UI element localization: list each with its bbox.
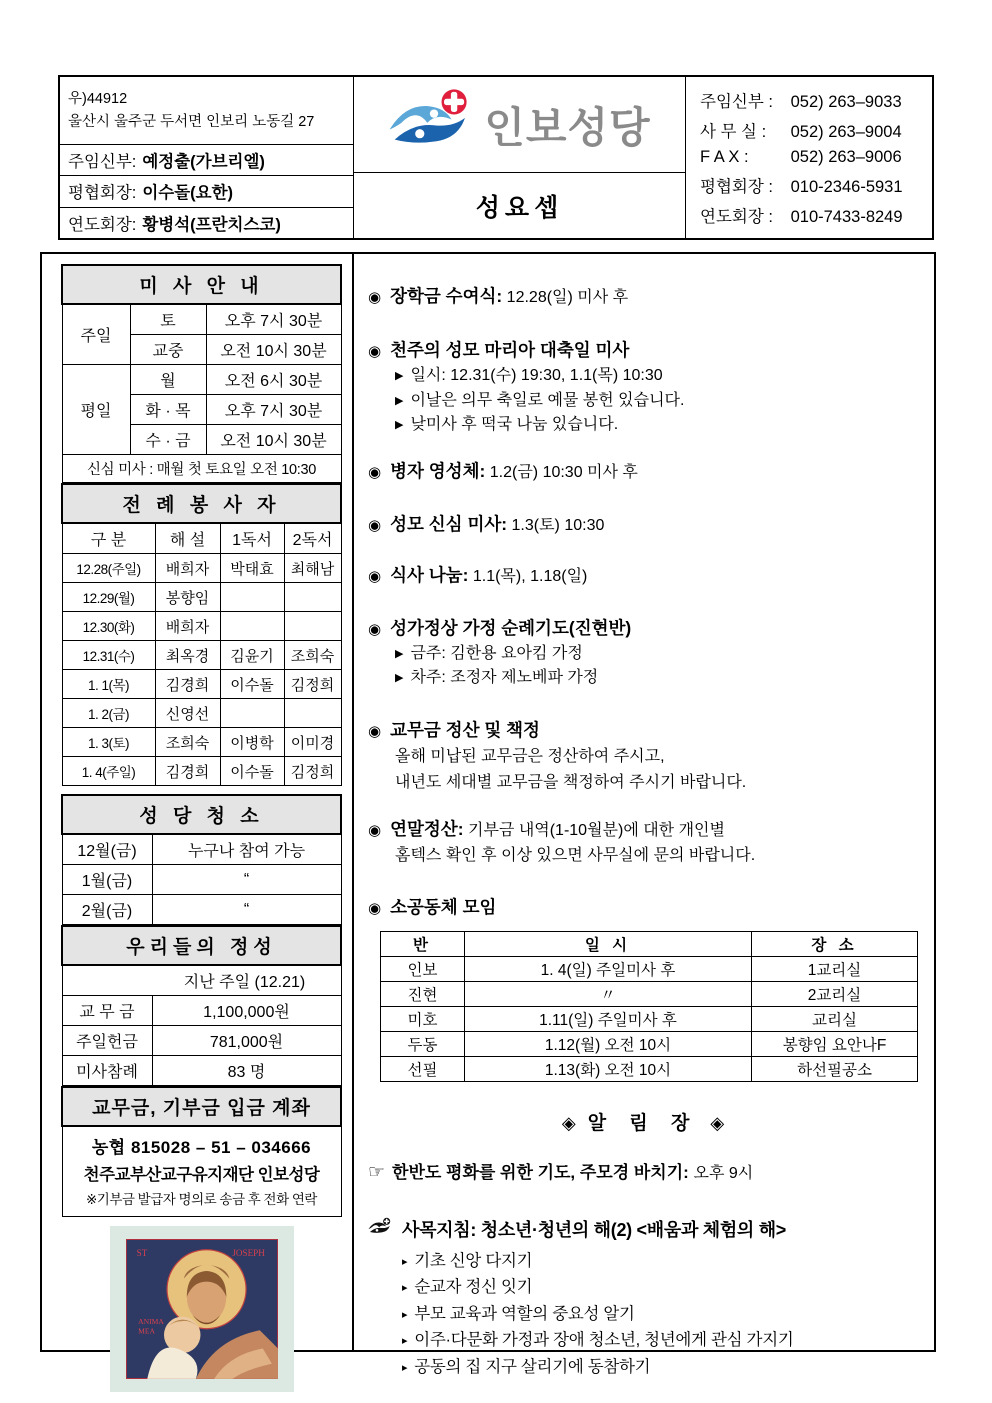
header-contacts-column: [686, 77, 932, 238]
minister-cell: [284, 612, 341, 641]
table-row: [62, 699, 341, 728]
diocese-logo-icon: [368, 1216, 394, 1243]
column-header: 해 설: [155, 523, 220, 554]
small-arrow-bullet-icon: ▸: [402, 1255, 408, 1268]
mass-time-cell: 오전 10시 30분: [206, 335, 341, 365]
header-title-column: [354, 77, 686, 238]
announcement-holy-family-pilgrimage: ◉ 성가정상 가정 순례기도(진현반) ▶ 금주: 김한용 요아킴 가정 ▶ 차주: 조정자 제노베파 가정: [368, 616, 918, 691]
minister-cell: 최옥경: [155, 641, 220, 670]
donation-account-table: [61, 1086, 342, 1217]
mass-group-cell: 주일: [62, 304, 130, 365]
contact-line: [700, 203, 926, 227]
minister-cell: 배희자: [155, 612, 220, 641]
church-cleaning-table: [61, 794, 342, 925]
group-time-cell: 1.11(일) 주일미사 후: [465, 1006, 752, 1031]
table-row: [381, 1006, 918, 1031]
minister-cell: 김경희: [155, 757, 220, 786]
offering-attendance-cell: 83 명: [152, 1056, 341, 1086]
contact-label: 연도회장 :: [700, 208, 773, 226]
table-row: [62, 895, 341, 925]
minister-cell: 조희숙: [284, 641, 341, 670]
section-bullet-icon: ◉: [368, 463, 382, 481]
contact-value: 052) 263–9006: [790, 148, 902, 166]
column-header: 2독서: [284, 523, 341, 554]
table-row: [62, 1126, 341, 1217]
bulletin-body: [40, 252, 936, 1376]
offering-label-cell: 미사참례: [62, 1056, 152, 1086]
announcement-scholarship: ◉ 장학금 수여식: 12.28(일) 미사 후: [368, 286, 629, 306]
date-cell: 1. 3(토): [62, 728, 155, 757]
minister-cell: 신영선: [155, 699, 220, 728]
date-cell: 1. 1(목): [62, 670, 155, 699]
table-row: [62, 365, 341, 395]
section-bullet-icon: ◉: [368, 516, 382, 534]
contact-line: [700, 148, 926, 167]
svg-text:JOSEPH: JOSEPH: [231, 1247, 265, 1258]
offerings-table: [61, 925, 342, 1086]
offerings-title: 우리들의 정성: [62, 926, 341, 965]
diamond-icon: ◈: [710, 1112, 725, 1133]
offering-amount-cell: 781,000원: [152, 1026, 341, 1056]
section-bullet-icon: ◉: [368, 722, 382, 740]
mass-schedule-title: 미 사 안 내: [62, 265, 341, 304]
table-row: [62, 583, 341, 612]
mass-day-cell: 월: [130, 365, 206, 395]
group-name-cell: 인보: [381, 956, 465, 981]
table-row: [62, 757, 341, 786]
offerings-period: 지난 주일 (12.21): [62, 965, 341, 996]
column-header: 일 시: [465, 931, 752, 956]
minister-cell: 이수돌: [220, 757, 284, 786]
group-name-cell: 두동: [381, 1031, 465, 1056]
yondo-president-label: 연도회장:: [68, 215, 137, 234]
pointing-hand-icon: ☞: [368, 1161, 386, 1183]
mass-time-cell: 오후 7시 30분: [206, 395, 341, 425]
section-bullet-icon: ◉: [368, 289, 382, 306]
offering-amount-cell: 1,100,000원: [152, 996, 341, 1026]
group-name-cell: 미호: [381, 1006, 465, 1031]
donation-account-title: 교무금, 기부금 입금 계좌: [62, 1087, 341, 1126]
sub-item: ▶ 낮미사 후 떡국 나눔 있습니다.: [395, 416, 619, 433]
date-cell: 1. 4(주일): [62, 757, 155, 786]
list-item: ▸ 부모 교육과 역할의 중요성 알기: [402, 1304, 635, 1323]
council-president-label: 평협회장:: [68, 184, 137, 203]
arrow-bullet-icon: ▶: [395, 394, 404, 407]
group-place-cell: 교리실: [752, 1006, 918, 1031]
table-row: [381, 956, 918, 981]
contact-label: 평협회장 :: [700, 178, 773, 196]
arrow-bullet-icon: ▶: [395, 370, 404, 382]
table-row: [381, 1031, 918, 1056]
offering-label-cell: 주일헌금: [62, 1026, 152, 1056]
bulletin-header: [58, 75, 934, 240]
church-name: 인보성당: [484, 103, 651, 151]
bank-account-number: 농협 815028 – 51 – 034666: [91, 1138, 312, 1157]
announcement-marian-mass: ◉ 성모 신심 미사: 1.3(토) 10:30: [368, 513, 605, 534]
liturgical-ministers-title: 전 례 봉 사 자: [62, 484, 341, 523]
minister-cell: 이미경: [284, 728, 341, 757]
table-row: [62, 612, 341, 641]
group-name-cell: 진현: [381, 981, 465, 1006]
council-president-row: [60, 176, 353, 207]
month-cell: 1월(금): [62, 865, 152, 895]
section-bullet-icon: ◉: [368, 821, 382, 839]
body-line: 내년도 세대별 교무금을 책정하여 주시기 바랍니다.: [395, 773, 747, 791]
date-cell: 12.28(주일): [62, 554, 155, 583]
section-bullet-icon: ◉: [368, 899, 382, 917]
table-row: [62, 996, 341, 1026]
sub-item: ▶ 차주: 조정자 제노베파 가정: [395, 669, 599, 686]
list-item: ▸ 순교자 정신 잇기: [402, 1278, 533, 1296]
table-row: [62, 965, 341, 996]
list-item: ▸ 이주·다문화 가정과 장애 청소년, 청년에게 관심 가지기: [402, 1331, 794, 1349]
small-arrow-bullet-icon: ▸: [402, 1361, 408, 1374]
pastor-name: 예정출(가브리엘): [142, 153, 265, 172]
notice-board-title: ◈ 알 림 장 ◈: [561, 1112, 725, 1134]
column-header: 1독서: [220, 523, 284, 554]
minister-cell: 김윤기: [220, 641, 284, 670]
svg-text:MEA: MEA: [137, 1326, 155, 1336]
header-address-column: [60, 77, 354, 238]
pastor-row: [60, 145, 353, 176]
pastoral-guideline-list: [368, 1249, 918, 1382]
table-header-row: [62, 523, 341, 554]
column-header: 구 분: [62, 523, 155, 554]
left-column: [42, 254, 354, 1350]
column-header: 장 소: [752, 931, 918, 956]
body-line: 올해 미납된 교무금은 정산하여 주시고,: [395, 747, 665, 765]
list-item: ▸ 공동의 집 지구 살리기에 동참하기: [402, 1357, 651, 1376]
mass-day-cell: 화 · 목: [130, 395, 206, 425]
date-cell: 12.29(월): [62, 583, 155, 612]
announcement-meal-sharing: ◉ 식사 나눔: 1.1(목), 1.18(일): [368, 564, 588, 585]
church-cleaning-title: 성 당 청 소: [62, 795, 341, 834]
cleaner-cell: “: [152, 895, 341, 925]
account-holder: 천주교부산교구유지재단 인보성당: [83, 1166, 320, 1184]
group-place-cell: 2교리실: [752, 981, 918, 1006]
diamond-icon: ◈: [561, 1112, 576, 1133]
table-row: [62, 670, 341, 699]
mass-schedule-table: [61, 264, 342, 483]
section-bullet-icon: ◉: [368, 620, 382, 638]
table-row: [62, 1026, 341, 1056]
column-header: 반: [381, 931, 465, 956]
arrow-bullet-icon: ▶: [395, 419, 404, 431]
table-row: [62, 1056, 341, 1086]
table-row: [381, 1056, 918, 1081]
announcement-mary-feast: ◉ 천주의 성모 마리아 대축일 미사 ▶ 일시: 12.31(수) 19:30, 1.1(목) 10:30 ▶ 이날은 의무 축일로 예물 봉헌 있습니다. ▶ 낮미사 후 떡국 나눔 있습니다.: [368, 338, 918, 438]
small-groups-table: [380, 931, 918, 1082]
contact-value: 010-2346-5931: [790, 178, 903, 196]
group-place-cell: 봉향임 요안나F: [752, 1031, 918, 1056]
group-time-cell: 〃: [465, 981, 752, 1006]
small-arrow-bullet-icon: ▸: [402, 1335, 408, 1347]
address-block: [60, 77, 353, 145]
donation-note: ※기부금 발급자 명의로 송금 후 전화 연락: [86, 1192, 317, 1207]
contact-label: F A X :: [700, 148, 749, 166]
table-row: [62, 641, 341, 670]
offering-label-cell: 교 무 금: [62, 996, 152, 1026]
church-wave-cross-logo-icon: [388, 85, 480, 164]
arrow-bullet-icon: ▶: [395, 672, 404, 684]
account-details: [62, 1126, 341, 1217]
date-cell: 12.30(화): [62, 612, 155, 641]
contact-label: 사 무 실 :: [700, 123, 767, 141]
contact-line: [700, 88, 926, 112]
minister-cell: 김정희: [284, 670, 341, 699]
contact-line: [700, 173, 926, 197]
table-header-row: [381, 931, 918, 956]
mass-time-cell: 오후 7시 30분: [206, 304, 341, 335]
pastoral-guideline-heading: 사목지침: 청소년·청년의 해(2) <배움과 체험의 해>: [368, 1216, 918, 1243]
contact-value: 010-7433-8249: [790, 208, 903, 226]
group-name-cell: 선필: [381, 1056, 465, 1081]
date-cell: 12.31(수): [62, 641, 155, 670]
sub-item: ▶ 이날은 의무 축일로 예물 봉헌 있습니다.: [395, 391, 685, 409]
minister-cell: 조희숙: [155, 728, 220, 757]
street-address: 울산시 울주군 두서면 인보리 노동길 27: [68, 113, 315, 130]
minister-cell: 박태효: [220, 554, 284, 583]
contact-value: 052) 263–9033: [790, 93, 902, 111]
mass-day-cell: 교중: [130, 335, 206, 365]
body-line: 홈텍스 확인 후 이상 있으면 사무실에 문의 바랍니다.: [395, 846, 756, 864]
table-row: [62, 554, 341, 583]
mass-time-cell: 오전 6시 30분: [206, 365, 341, 395]
minister-cell: 봉향임: [155, 583, 220, 612]
minister-cell: [284, 699, 341, 728]
devotion-mass-note: 신심 미사 : 매월 첫 토요일 오전 10:30: [62, 455, 341, 483]
minister-cell: [220, 583, 284, 612]
sub-item: ▶ 금주: 김한용 요아킴 가정: [395, 644, 583, 662]
mass-day-cell: 토: [130, 304, 206, 335]
yondo-president-name: 황병석(프란치스코): [142, 215, 281, 234]
small-arrow-bullet-icon: ▸: [402, 1282, 408, 1294]
cleaner-cell: 누구나 참여 가능: [152, 834, 341, 865]
month-cell: 12월(금): [62, 834, 152, 865]
cleaner-cell: “: [152, 865, 341, 895]
announcement-church-dues: ◉ 교무금 정산 및 책정 올해 미납된 교무금은 정산하여 주시고, 내년도 세대별 교무금을 책정하여 주시기 바랍니다.: [368, 718, 918, 796]
minister-cell: 최해남: [284, 554, 341, 583]
mass-group-cell: 평일: [62, 365, 130, 455]
contact-line: [700, 118, 926, 142]
minister-cell: 이병학: [220, 728, 284, 757]
minister-cell: 김경희: [155, 670, 220, 699]
announcement-small-communities: ◉ 소공동체 모임: [368, 896, 497, 917]
table-row: [62, 304, 341, 335]
month-cell: 2월(금): [62, 895, 152, 925]
section-bullet-icon: ◉: [368, 343, 382, 360]
group-time-cell: 1. 4(일) 주일미사 후: [465, 956, 752, 981]
mass-time-cell: 오전 10시 30분: [206, 425, 341, 455]
svg-text:ST: ST: [136, 1247, 147, 1258]
table-row: [62, 728, 341, 757]
postal-code: 우)44912: [68, 91, 128, 108]
peace-prayer-line: ☞ 한반도 평화를 위한 기도, 주모경 바치기: 오후 9시: [368, 1161, 754, 1183]
announcement-sick-communion: ◉ 병자 영성체: 1.2(금) 10:30 미사 후: [368, 460, 638, 481]
group-time-cell: 1.13(화) 오전 10시: [465, 1056, 752, 1081]
table-row: [62, 865, 341, 895]
table-row: [381, 981, 918, 1006]
st-joseph-icon-image: [110, 1226, 294, 1392]
sub-item: ▶ 일시: 12.31(수) 19:30, 1.1(목) 10:30: [395, 367, 663, 384]
svg-text:ANIMA: ANIMA: [137, 1317, 164, 1327]
announcement-year-end-settlement: ◉ 연말정산: 기부금 내역(1-10월분)에 대한 개인별 홈텍스 확인 후 이상 있으면 사무실에 문의 바랍니다.: [368, 817, 918, 869]
minister-cell: 이수돌: [220, 670, 284, 699]
small-arrow-bullet-icon: ▸: [402, 1308, 408, 1321]
contact-label: 주임신부 :: [700, 93, 773, 111]
table-row: [62, 455, 341, 483]
minister-cell: 배희자: [155, 554, 220, 583]
minister-cell: [284, 583, 341, 612]
table-row: [62, 834, 341, 865]
group-place-cell: 하선필공소: [752, 1056, 918, 1081]
announcements-column: [354, 254, 934, 1376]
patron-name: 성요셉: [475, 193, 564, 222]
list-item: ▸ 기초 신앙 다지기: [402, 1251, 533, 1270]
group-place-cell: 1교리실: [752, 956, 918, 981]
council-president-name: 이수돌(요한): [142, 184, 234, 203]
contact-value: 052) 263–9004: [790, 123, 902, 141]
yondo-president-row: [60, 208, 353, 238]
pastor-label: 주임신부:: [68, 153, 137, 172]
minister-cell: 김정희: [284, 757, 341, 786]
church-logo-row: [354, 77, 685, 173]
arrow-bullet-icon: ▶: [395, 647, 404, 660]
minister-cell: [220, 699, 284, 728]
mass-day-cell: 수 · 금: [130, 425, 206, 455]
group-time-cell: 1.12(월) 오전 10시: [465, 1031, 752, 1056]
liturgical-ministers-table: [61, 483, 342, 786]
section-bullet-icon: ◉: [368, 567, 382, 585]
date-cell: 1. 2(금): [62, 699, 155, 728]
minister-cell: [220, 612, 284, 641]
